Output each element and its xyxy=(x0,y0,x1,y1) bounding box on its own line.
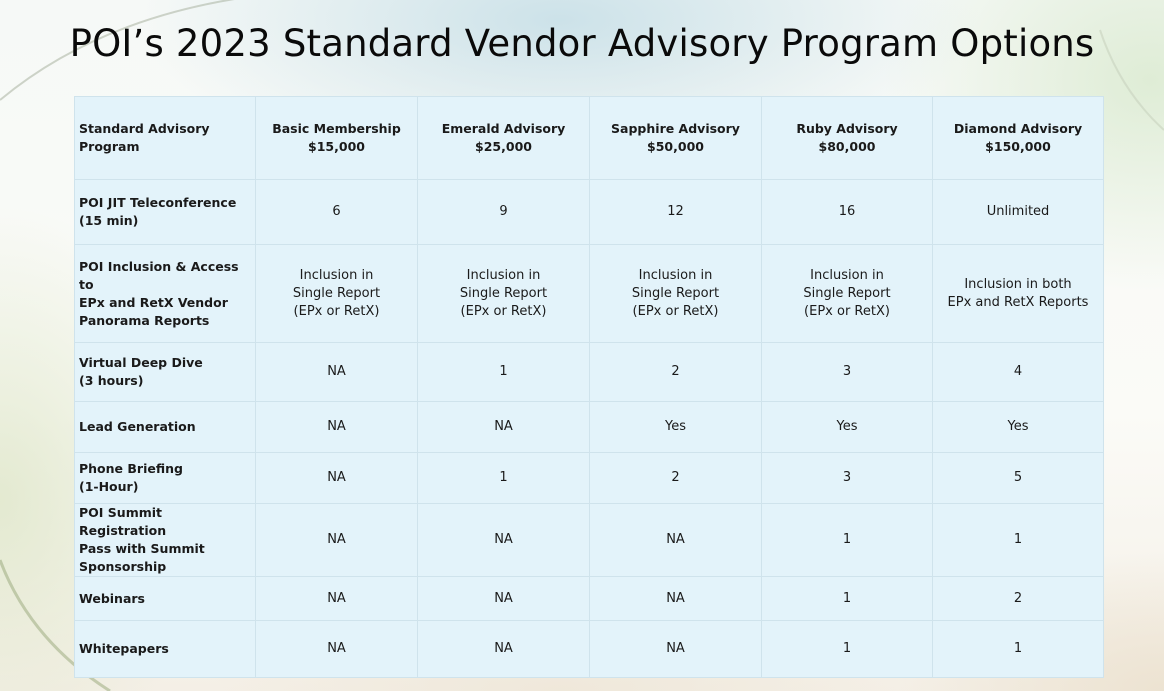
row-label: POI Inclusion & Access to EPx and RetX Vendor Panorama Reports xyxy=(75,245,256,343)
table-cell: 16 xyxy=(762,180,933,245)
table-cell: NA xyxy=(256,343,418,402)
table-cell: Inclusion in both EPx and RetX Reports xyxy=(933,245,1104,343)
row-label: POI JIT Teleconference (15 min) xyxy=(75,180,256,245)
column-price: $80,000 xyxy=(818,139,876,154)
table-cell: NA xyxy=(590,621,762,678)
table-cell: 1 xyxy=(762,577,933,621)
table-cell: NA xyxy=(256,621,418,678)
table-cell: 1 xyxy=(933,504,1104,577)
table-cell: 4 xyxy=(933,343,1104,402)
table-row xyxy=(75,402,1104,453)
table-cell: Inclusion in Single Report (EPx or RetX) xyxy=(762,245,933,343)
table-cell: 2 xyxy=(590,343,762,402)
table-cell: Yes xyxy=(590,402,762,453)
table-cell: 1 xyxy=(418,453,590,504)
column-header-emerald xyxy=(418,97,590,180)
table-cell: 6 xyxy=(256,180,418,245)
table-cell: 2 xyxy=(590,453,762,504)
column-name: Ruby Advisory xyxy=(796,121,898,136)
table-row xyxy=(75,621,1104,678)
table-cell: Unlimited xyxy=(933,180,1104,245)
column-price: $150,000 xyxy=(985,139,1051,154)
table-cell: Inclusion in Single Report (EPx or RetX) xyxy=(418,245,590,343)
table-row xyxy=(75,453,1104,504)
row-label: Whitepapers xyxy=(75,621,256,678)
table-row xyxy=(75,343,1104,402)
table-cell: 12 xyxy=(590,180,762,245)
table-row xyxy=(75,180,1104,245)
table-cell: NA xyxy=(418,577,590,621)
column-header-ruby xyxy=(762,97,933,180)
table-cell: Yes xyxy=(933,402,1104,453)
table-cell: 1 xyxy=(418,343,590,402)
column-price: $25,000 xyxy=(475,139,532,154)
column-price: $50,000 xyxy=(647,139,704,154)
column-header-sapphire xyxy=(590,97,762,180)
table-cell: 1 xyxy=(762,621,933,678)
table-cell: NA xyxy=(418,504,590,577)
table-cell: Inclusion in Single Report (EPx or RetX) xyxy=(590,245,762,343)
program-options-table xyxy=(74,96,1104,678)
table-cell: NA xyxy=(256,577,418,621)
table-cell: 9 xyxy=(418,180,590,245)
column-header-basic xyxy=(256,97,418,180)
row-label: Lead Generation xyxy=(75,402,256,453)
row-label: Virtual Deep Dive (3 hours) xyxy=(75,343,256,402)
row-label: Webinars xyxy=(75,577,256,621)
table-row xyxy=(75,504,1104,577)
table-cell: Yes xyxy=(762,402,933,453)
table-cell: NA xyxy=(256,504,418,577)
row-label: POI Summit Registration Pass with Summit Sponsorship xyxy=(75,504,256,577)
table-cell: NA xyxy=(590,577,762,621)
table-cell: 5 xyxy=(933,453,1104,504)
table-cell: 3 xyxy=(762,343,933,402)
column-name: Emerald Advisory xyxy=(441,121,566,136)
page-title: POI’s 2023 Standard Vendor Advisory Program Options xyxy=(69,22,1095,65)
column-name: Basic Membership xyxy=(272,121,401,136)
table-cell: NA xyxy=(256,453,418,504)
column-header-diamond xyxy=(933,97,1104,180)
table-cell: 2 xyxy=(933,577,1104,621)
table-header-row xyxy=(75,97,1104,180)
column-name: Diamond Advisory xyxy=(953,121,1083,136)
table-cell: NA xyxy=(418,402,590,453)
table-cell: NA xyxy=(590,504,762,577)
table-cell: NA xyxy=(256,402,418,453)
column-price: $15,000 xyxy=(308,139,365,154)
column-name: Sapphire Advisory xyxy=(611,121,740,136)
table-row xyxy=(75,577,1104,621)
corner-header: Standard Advisory Program xyxy=(75,97,256,180)
table-cell: 1 xyxy=(933,621,1104,678)
table-cell: NA xyxy=(418,621,590,678)
row-label: Phone Briefing (1-Hour) xyxy=(75,453,256,504)
table-cell: 1 xyxy=(762,504,933,577)
table-cell: 3 xyxy=(762,453,933,504)
table-row xyxy=(75,245,1104,343)
table-cell: Inclusion in Single Report (EPx or RetX) xyxy=(256,245,418,343)
